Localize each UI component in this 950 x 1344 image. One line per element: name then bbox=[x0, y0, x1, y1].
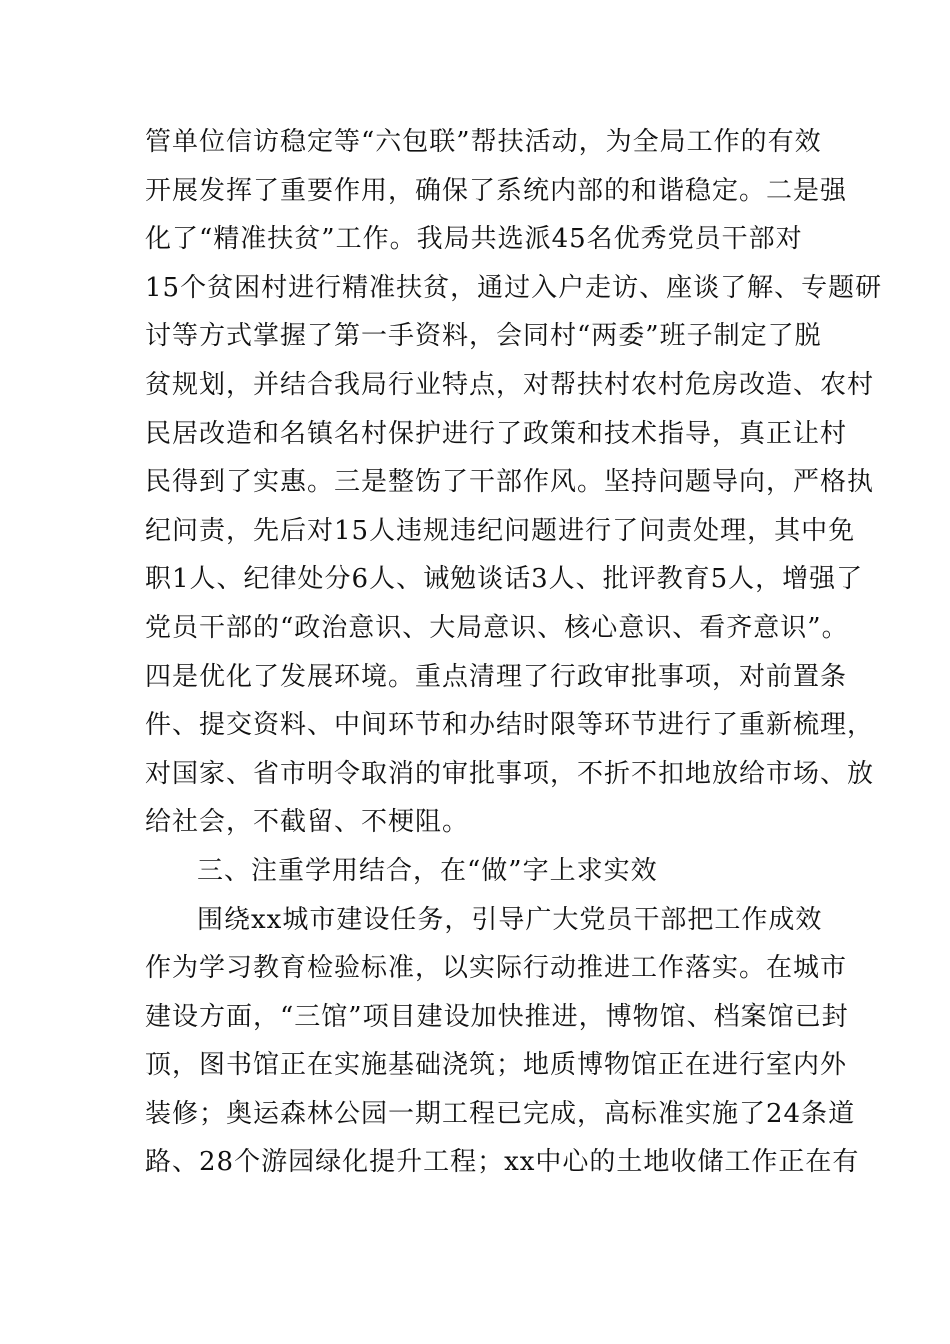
text-line: 顶，图书馆正在实施基础浇筑；地质博物馆正在进行室内外 bbox=[145, 1050, 848, 1081]
text-line: 对国家、省市明令取消的审批事项，不折不扣地放给市场、放 bbox=[145, 758, 875, 789]
text-line: 民得到了实惠。三是整饬了干部作风。坚持问题导向，严格执 bbox=[145, 467, 875, 498]
text-line: 职1人、纪律处分6人、诫勉谈话3人、批评教育5人，增强了 bbox=[145, 564, 864, 595]
text-line: 贫规划，并结合我局行业特点，对帮扶村农村危房改造、农村 bbox=[145, 369, 875, 400]
text-line: 四是优化了发展环境。重点清理了行政审批事项，对前置条 bbox=[145, 661, 848, 692]
text-line: 管单位信访稳定等“六包联”帮扶活动，为全局工作的有效 bbox=[145, 127, 822, 157]
text-line: 作为学习教育检验标准，以实际行动推进工作落实。在城市 bbox=[145, 953, 848, 984]
text-line: 15个贫困村进行精准扶贫，通过入户走访、座谈了解、专题研 bbox=[145, 272, 883, 303]
text-line: 讨等方式掌握了第一手资料，会同村“两委”班子制定了脱 bbox=[145, 321, 822, 352]
text-line: 路、28个游园绿化提升工程；xx中心的土地收储工作正在有 bbox=[145, 1147, 860, 1178]
text-line: 民居改造和名镇名村保护进行了政策和技术指导，真正让村 bbox=[145, 418, 848, 449]
text-line: 给社会，不截留、不梗阻。 bbox=[145, 807, 470, 838]
text-line: 装修；奥运森林公园一期工程已完成，高标准实施了24条道 bbox=[145, 1098, 856, 1129]
section-heading: 三、注重学用结合，在“做”字上求实效 bbox=[197, 855, 658, 886]
text-line: 纪问责，先后对15人违规违纪问题进行了问责处理，其中免 bbox=[145, 515, 856, 546]
text-line: 建设方面，“三馆”项目建设加快推进，博物馆、档案馆已封 bbox=[145, 1001, 849, 1032]
text-line: 件、提交资料、中间环节和办结时限等环节进行了重新梳理， bbox=[145, 710, 875, 741]
text-line: 开展发挥了重要作用，确保了系统内部的和谐稳定。二是强 bbox=[145, 175, 848, 206]
text-line: 围绕xx城市建设任务，引导广大党员干部把工作成效 bbox=[197, 904, 823, 935]
text-line: 党员干部的“政治意识、大局意识、核心意识、看齐意识”。 bbox=[145, 612, 849, 643]
document-body bbox=[145, 118, 883, 1187]
text-line: 化了“精准扶贫”工作。我局共选派45名优秀党员干部对 bbox=[145, 224, 803, 255]
